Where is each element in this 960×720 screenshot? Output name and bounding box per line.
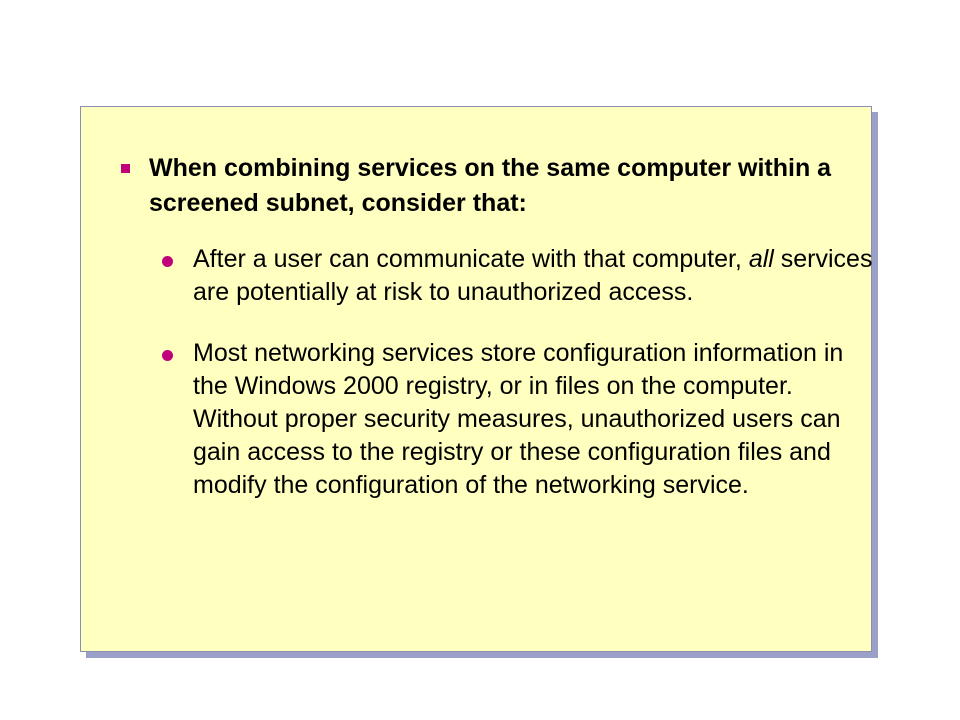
sub-bullet-1-emphasis: all	[748, 245, 774, 273]
sub-bullet-1-text-start: After a user can communicate with that computer,	[193, 245, 749, 273]
sub-bullet-2-text: Most networking services store configuration information in the Windows 2000 registry, or in files on the computer. Without proper security measures, unauthorized users can gain access to the registry or these configuration files and modify the configuration of the networking service.	[193, 339, 844, 499]
main-bullet-text: When combining services on the same computer within a screened subnet, consider that:	[149, 154, 832, 217]
round-bullet-icon	[162, 350, 173, 361]
sub-bullet-1	[193, 243, 873, 309]
round-bullet-icon	[162, 256, 173, 267]
main-bullet	[149, 151, 849, 221]
square-bullet-icon	[121, 164, 130, 173]
sub-bullet-1-text-end: services are potentially at risk to unauthorized access.	[193, 245, 873, 306]
sub-bullet-2	[193, 337, 873, 502]
content-panel	[80, 106, 872, 652]
